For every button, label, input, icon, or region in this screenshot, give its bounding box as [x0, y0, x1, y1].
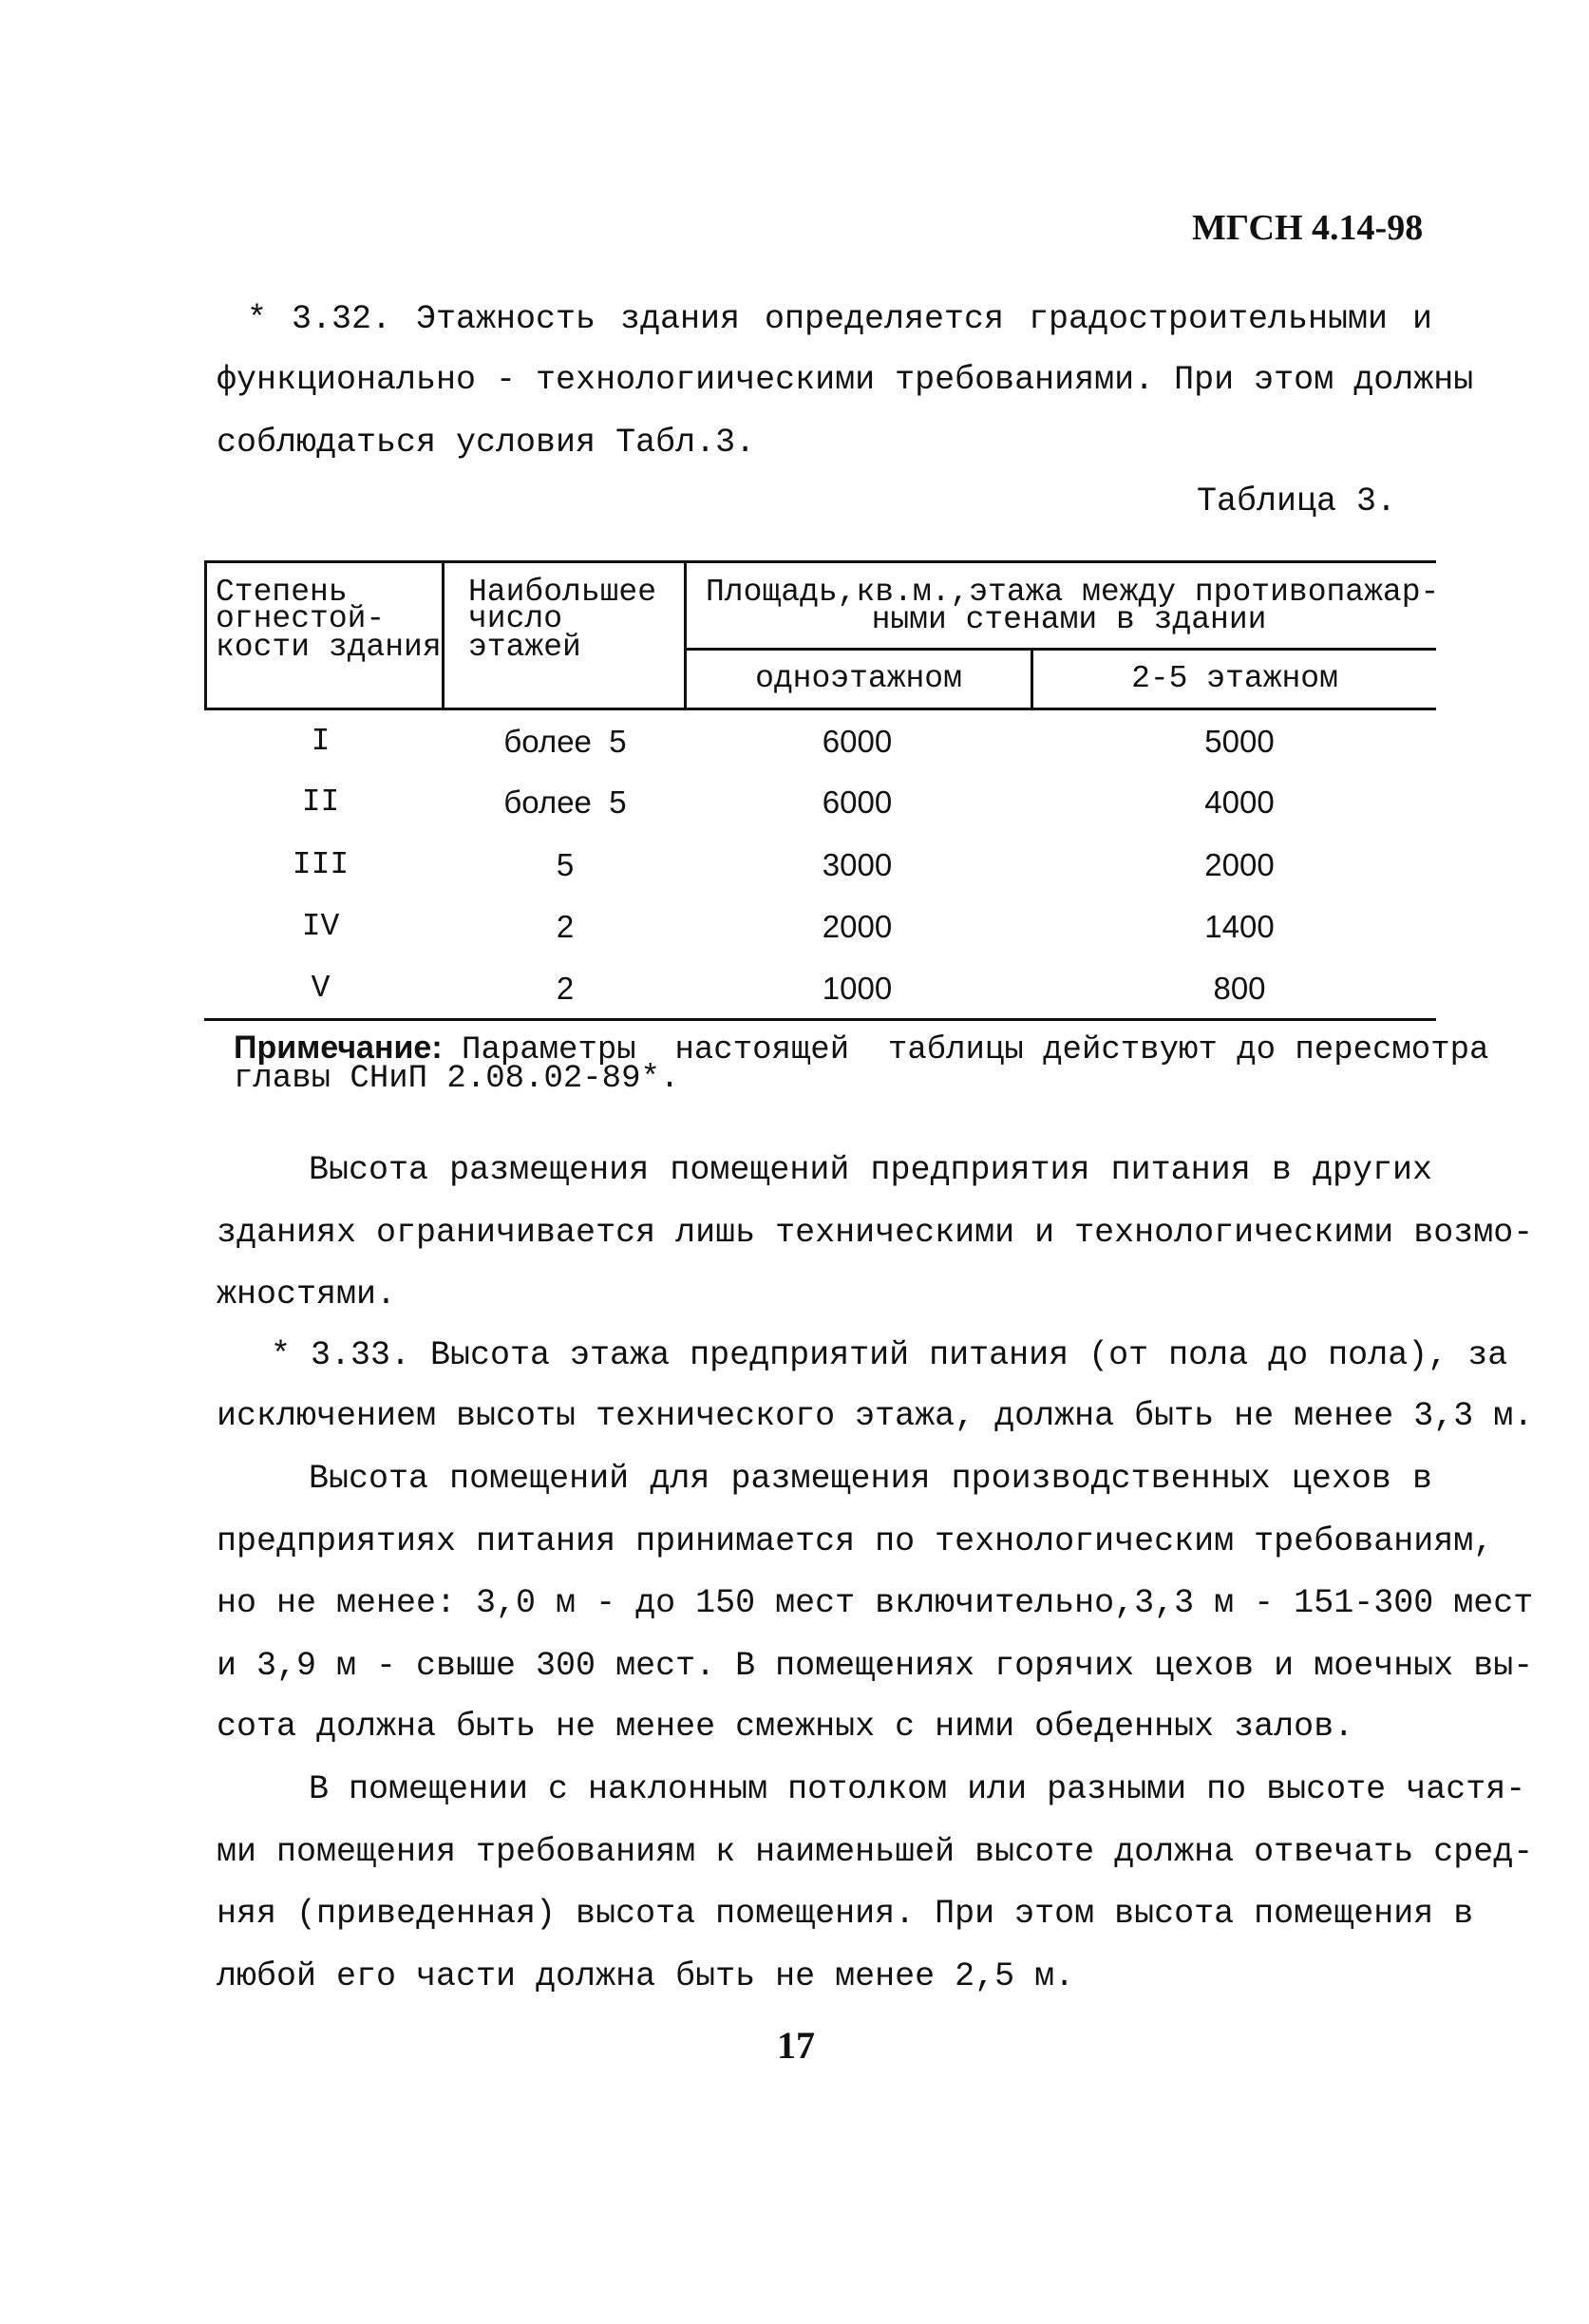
section-332-line-3: соблюдаться условия Табл.3. [217, 424, 756, 462]
height-placement-line-3: жностями. [217, 1275, 397, 1313]
document-code: МГСН 4.14-98 [1192, 208, 1424, 248]
row-5-single: 1000 [822, 971, 893, 1006]
production-rooms-line-5: сота должна быть не менее смежных с ними обеденных залов. [217, 1708, 1354, 1746]
row-1-multi: 5000 [1204, 724, 1275, 759]
sloped-ceiling-line-2: ми помещения требованиям к наименьшей высоте должна отвечать сред- [217, 1833, 1534, 1871]
row-4-single: 2000 [822, 909, 893, 944]
production-rooms-line-3: но не менее: 3,0 м - до 150 мест включительно,3,3 м - 151-300 мест [217, 1584, 1534, 1622]
table-header-bottom-border [204, 708, 1436, 710]
row-2-degree: II [301, 784, 340, 820]
height-placement-line-1: Высота размещения помещений предприятия питания в других [309, 1151, 1432, 1189]
header-area-line-1: Площадь,кв.м.,этажа между противопажар- [706, 575, 1440, 610]
header-degree-line-1: Степень [216, 575, 348, 610]
section-333-line-1: * 3.33. Высота этажа предприятий питания (от пола до пола), за [271, 1336, 1508, 1374]
row-3-floors: 5 [556, 847, 575, 882]
row-2-single: 6000 [822, 784, 893, 820]
row-5-floors: 2 [556, 971, 575, 1006]
table-left-border [204, 560, 207, 710]
row-2-multi: 4000 [1204, 784, 1275, 820]
table-note [234, 1030, 1489, 1097]
table-subheader-divider [684, 648, 1436, 651]
header-single-storey: одноэтажном [755, 661, 962, 696]
table-divider-1 [442, 560, 445, 710]
header-degree-line-2: огнестой- [216, 601, 386, 636]
row-1-floors: более 5 [503, 724, 627, 759]
sloped-ceiling-line-4: любой его части должна быть не менее 2,5 м. [217, 1957, 1075, 1995]
header-area-line-2: ными стенами в здании [871, 602, 1267, 637]
production-rooms-line-2: предприятиях питания принимается по технологическим требованиям, [217, 1522, 1494, 1560]
note-text: Параметры настоящей таблицы действуют до пересмотра [442, 1032, 1489, 1068]
row-3-single: 3000 [822, 847, 893, 882]
table-caption: Таблица 3. [1197, 482, 1397, 520]
row-3-degree: III [292, 847, 350, 882]
page-number: 17 [777, 2024, 815, 2067]
table-top-border [204, 560, 1436, 563]
row-1-single: 6000 [822, 724, 893, 759]
row-1-degree: I [311, 724, 331, 759]
sloped-ceiling-line-3: няя (приведенная) высота помещения. При этом высота помещения в [217, 1895, 1474, 1933]
production-rooms-line-4: и 3,9 м - свыше 300 мест. В помещениях горячих цехов и моечных вы- [217, 1647, 1534, 1685]
row-4-multi: 1400 [1204, 909, 1275, 944]
section-333-line-2: исключением высоты технического этажа, должна быть не менее 3,3 м. [217, 1397, 1534, 1435]
production-rooms-line-1: Высота помещений для размещения производственных цехов в [309, 1460, 1432, 1498]
sloped-ceiling-line-1: В помещении с наклонным потолком или разными по высоте частя- [309, 1770, 1526, 1808]
header-floors-line-1: Наибольшее [468, 575, 657, 610]
row-3-multi: 2000 [1204, 847, 1275, 882]
section-332-line-2: функционально - технологиическими требованиями. При этом должны [217, 361, 1474, 399]
note-text-line-2: главы СНиП 2.08.02-89*. [234, 1061, 680, 1097]
section-332-line-1: * 3.32. Этажность здания определяется градостроительными и [247, 300, 1432, 338]
row-4-floors: 2 [556, 909, 575, 944]
note-label: Примечание: [234, 1030, 443, 1066]
row-2-floors: более 5 [503, 784, 627, 820]
table-bottom-border [204, 1018, 1436, 1021]
height-placement-line-2: зданиях ограничивается лишь техническими и технологическими возмо- [217, 1214, 1534, 1252]
row-5-degree: V [311, 971, 331, 1006]
row-4-degree: IV [301, 909, 340, 944]
table-3 [204, 560, 1440, 1021]
header-degree-line-3: кости здания [216, 630, 442, 665]
header-multi-storey: 2-5 этажном [1131, 661, 1338, 696]
header-floors-line-2: число [468, 601, 563, 636]
header-floors-line-3: этажей [468, 630, 581, 665]
row-5-multi: 800 [1213, 971, 1266, 1006]
